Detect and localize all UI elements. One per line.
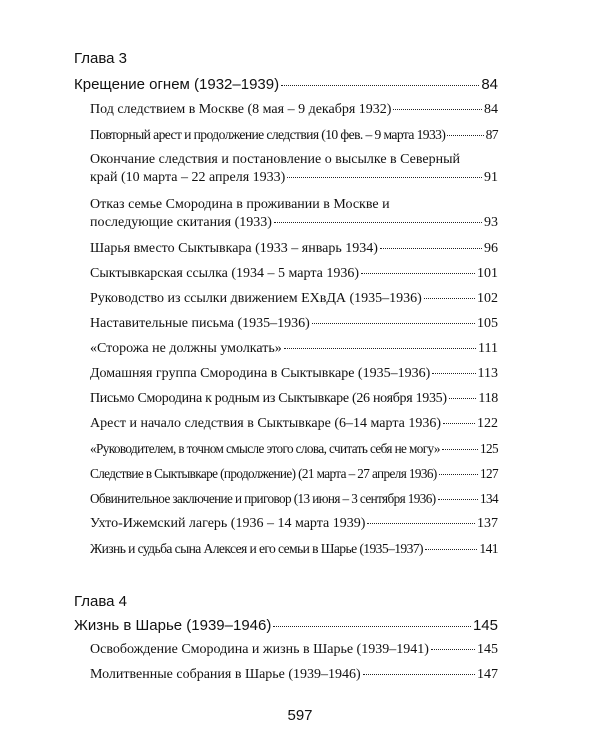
toc-entry-text-continued: край (10 марта – 22 апреля 1933) bbox=[90, 170, 286, 185]
toc-entry-page: 113 bbox=[477, 366, 498, 381]
dot-leader bbox=[281, 85, 479, 86]
toc-entry-text: Освобождение Смородина и жизнь в Шарье (1939–1941) bbox=[90, 642, 429, 657]
page-number: 597 bbox=[287, 707, 313, 724]
dot-leader bbox=[442, 449, 478, 450]
toc-entry-page: 91 bbox=[484, 170, 498, 185]
dot-leader bbox=[273, 626, 471, 627]
toc-entry bbox=[90, 340, 498, 358]
toc-entry bbox=[90, 151, 498, 187]
dot-leader bbox=[274, 222, 482, 223]
toc-entry-page: 125 bbox=[480, 441, 498, 456]
toc-entry bbox=[90, 641, 498, 659]
toc-entry bbox=[90, 101, 498, 119]
toc-entry-page: 96 bbox=[484, 241, 498, 256]
dot-leader bbox=[424, 298, 475, 299]
toc-entry-text: Жизнь и судьба сына Алексея и его семьи в Шарье (1935–1937) bbox=[90, 541, 423, 556]
toc-entry bbox=[90, 126, 498, 144]
toc-entry-page: 102 bbox=[477, 291, 498, 306]
toc-entry-page: 137 bbox=[477, 516, 498, 531]
dot-leader bbox=[361, 273, 475, 274]
dot-leader bbox=[449, 398, 477, 399]
toc-entry-page: 111 bbox=[478, 341, 498, 356]
chapter-page-number: 145 bbox=[472, 617, 498, 634]
toc-entry-text: Арест и начало следствия в Сыктывкаре (6–14 марта 1936) bbox=[90, 416, 441, 431]
dot-leader bbox=[438, 499, 479, 500]
toc-entry-text: Повторный арест и продолжение следствия (10 фев. – 9 марта 1933) bbox=[90, 127, 446, 142]
toc-entry-text: Ухто-Ижемский лагерь (1936 – 14 марта 1939) bbox=[90, 516, 366, 531]
dot-leader bbox=[431, 649, 475, 650]
dot-leader bbox=[312, 323, 475, 324]
dot-leader bbox=[367, 523, 475, 524]
toc-entry-page: 145 bbox=[477, 642, 498, 657]
toc-entry-text: Под следствием в Москве (8 мая – 9 декабря 1932) bbox=[90, 102, 392, 117]
toc-entry-text: Шарья вместо Сыктывкара (1933 – январь 1934) bbox=[90, 241, 378, 256]
dot-leader bbox=[425, 549, 477, 550]
toc-entry-text: Обвинительное заключение и приговор (13 июня – 3 сентября 1936) bbox=[90, 491, 436, 506]
toc-entry bbox=[90, 465, 498, 483]
toc-entry-page: 93 bbox=[484, 215, 498, 230]
toc-entry-page: 134 bbox=[480, 491, 498, 506]
dot-leader bbox=[447, 135, 483, 136]
toc-entry bbox=[90, 315, 498, 333]
chapter-title bbox=[74, 617, 498, 634]
toc-entry bbox=[90, 240, 498, 258]
toc-entry-text: Молитвенные собрания в Шарье (1939–1946) bbox=[90, 667, 361, 682]
toc-entry-text: Руководство из ссылки движением ЕХвДА (1935–1936) bbox=[90, 291, 422, 306]
chapter-title-text: Жизнь в Шарье (1939–1946) bbox=[74, 617, 272, 634]
toc-entry-text-continued: последующие скитания (1933) bbox=[90, 215, 272, 230]
dot-leader bbox=[439, 474, 478, 475]
toc-entry-text: Домашняя группа Смородина в Сыктывкаре (1935–1936) bbox=[90, 366, 431, 381]
toc-entry bbox=[90, 196, 498, 232]
chapter-title-text: Крещение огнем (1932–1939) bbox=[74, 76, 280, 93]
toc-entry bbox=[90, 290, 498, 308]
dot-leader bbox=[432, 373, 475, 374]
dot-leader bbox=[287, 177, 482, 178]
toc-entry bbox=[90, 440, 498, 458]
toc-entry bbox=[90, 390, 498, 408]
toc-entry-text: Наставительные письма (1935–1936) bbox=[90, 316, 310, 331]
chapter-page-number: 84 bbox=[481, 76, 498, 93]
toc-entry-page: 141 bbox=[479, 541, 498, 556]
dot-leader bbox=[284, 348, 476, 349]
toc-entry bbox=[90, 540, 498, 558]
toc-entry-page: 87 bbox=[485, 127, 498, 142]
toc-entry bbox=[90, 666, 498, 684]
dot-leader bbox=[393, 109, 482, 110]
toc-entry-text: Письмо Смородина к родным из Сыктывкаре (26 ноября 1935) bbox=[90, 391, 447, 406]
toc-entry bbox=[90, 365, 498, 383]
toc-entry-text: Окончание следствия и постановление о высылке в Северный bbox=[90, 152, 460, 167]
toc-entry bbox=[90, 265, 498, 283]
toc-entry-text: Следствие в Сыктывкаре (продолжение) (21 марта – 27 апреля 1936) bbox=[90, 466, 437, 481]
toc-entry-page: 122 bbox=[477, 416, 498, 431]
toc-entry-page: 84 bbox=[484, 102, 498, 117]
toc-entry-text: Отказ семье Смородина в проживании в Москве и bbox=[90, 197, 390, 212]
toc-entry-page: 105 bbox=[477, 316, 498, 331]
chapter-label: Глава 4 bbox=[74, 593, 128, 610]
toc-entry-page: 101 bbox=[477, 266, 498, 281]
dot-leader bbox=[363, 674, 475, 675]
chapter-label: Глава 3 bbox=[74, 50, 128, 67]
toc-entry-text: «Руководителем, в точном смысле этого слова, считать себя не могу» bbox=[90, 441, 440, 456]
toc-entry bbox=[90, 515, 498, 533]
dot-leader bbox=[380, 248, 482, 249]
dot-leader bbox=[443, 423, 475, 424]
toc-entry bbox=[90, 415, 498, 433]
toc-entry-page: 118 bbox=[478, 391, 498, 406]
toc-entry-page: 127 bbox=[480, 466, 498, 481]
toc-entry-text: «Сторожа не должны умолкать» bbox=[90, 341, 282, 356]
chapter-title bbox=[74, 76, 498, 93]
toc-entry-text: Сыктывкарская ссылка (1934 – 5 марта 1936) bbox=[90, 266, 360, 281]
toc-entry bbox=[90, 490, 498, 508]
toc-entry-page: 147 bbox=[477, 667, 498, 682]
